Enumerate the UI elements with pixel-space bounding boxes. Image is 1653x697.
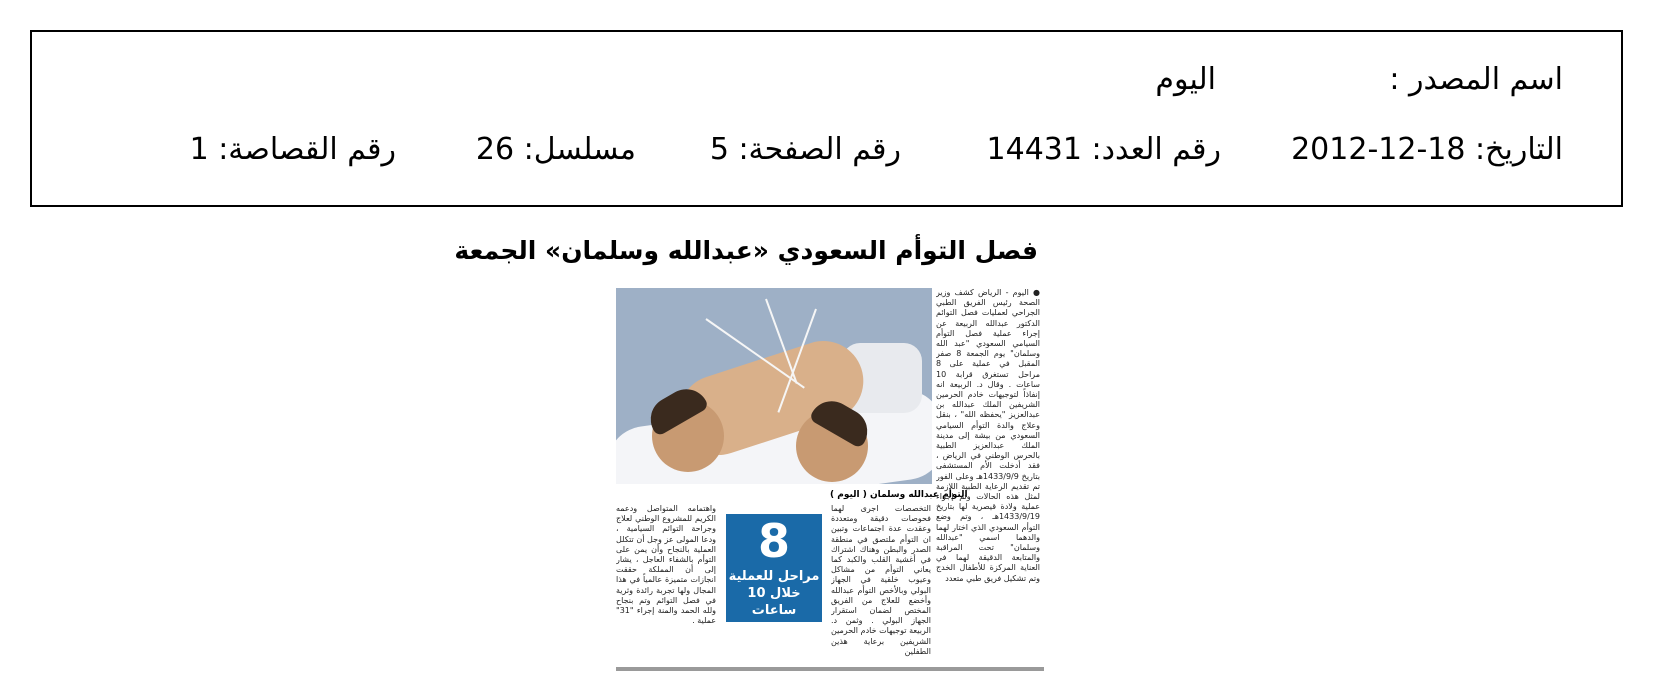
clip-number-field: رقم القصاصة: 1 [189, 132, 396, 167]
twins-photo [616, 288, 932, 484]
photo-caption: التوأم عبدالله وسلمان ( اليوم ) [830, 490, 968, 500]
article-column-right: ● اليوم - الرياض كشف وزير الصحة رئيس الفريق الطبي الجراحي لعمليات فصل التوائم الدكتور عبدالله الربيعة عن إجراء عملية فصل التوأم السيامي السعودي "عبد الله وسلمان" يوم الجمعة 8 صفر المقبل في عملية على 8 مراحل تستغرق قرابة 10 ساعات . وقال د. الربيعة انه إنفاذاً لتوجيهات خادم الحرمين الشريفين الملك عبدالله بن عبدالعزيز "يحفظه الله" ، بنقل وعلاج والدة التوأم السيامي السعودي من بيشة إلى مدينة الملك عبدالعزيز الطبية بالحرس الوطني في الرياض ، فقد أدخلت الأم المستشفى بتاريخ 1433/9/9هـ وعلى الفور تم تقديم الرعاية الطبية اللازمة لمثل هذه الحالات وتم إجراء عملية ولادة قيصرية لها بتاريخ 1433/9/19هـ ، وتم وضع التوأم السعودي الذي اختار لهما والدهما اسمي "عبدالله وسلمان" تحت المراقبة والمتابعة الدقيقة لهما في العناية المركزة للأطفال الخدج وتم تشكيل فريق طبي متعدد [936, 288, 1040, 583]
newspaper-clipping [454, 228, 1044, 675]
bottom-rule [616, 667, 1044, 671]
issue-number-field: رقم العدد: 14431 [986, 132, 1221, 167]
fact-box [726, 514, 822, 622]
source-info-box [30, 30, 1623, 207]
article-headline: فصل التوأم السعودي «عبدالله وسلمان» الجمعة [454, 236, 1038, 265]
serial-field: مسلسل: 26 [475, 132, 636, 167]
fact-number: 8 [757, 514, 790, 568]
article-column-left: واهتمامه المتواصل ودعمه الكريم للمشروع الوطني لعلاج وجراحة التوائم السيامية ، ودعا المولى عز وجل أن تتكلل العملية بالنجاح وأن يمن على التوأم بالشفاء العاجل ، يشار إلى أن المملكة حققت انجازات متميزة عالمياً في هذا المجال ولها تجربة رائدة وثرية في فصل التوائم وتم بنجاح ولله الحمد والمنة إجراء "31" عملية . [616, 504, 716, 626]
fact-line-1: مراحل للعملية [728, 569, 820, 584]
source-label: اسم المصدر : [1389, 62, 1563, 97]
source-value: اليوم [1155, 62, 1216, 97]
fact-line-2: خلال 10 ساعات [747, 586, 801, 618]
page-number-field: رقم الصفحة: 5 [709, 132, 901, 167]
date-field: التاريخ: 18-12-2012 [1291, 132, 1563, 167]
article-column-middle: التخصصات اجرى لهما فحوصات دقيقة ومتعددة وعقدت عدة اجتماعات وتبين ان التوأم ملتصق في منطقة الصدر والبطن وهناك اشتراك في أغشية القلب والكبد كما يعاني التوأم من مشاكل وعيوب خلقية في الجهاز البولي وبالأخص التوأم عبدالله وأخضع للعلاج من الفريق المختص لضمان استقرار الجهاز البولي . وثمن د. الربيعة توجيهات خادم الحرمين الشريفين برعاية هذين الطفلين [831, 504, 931, 656]
